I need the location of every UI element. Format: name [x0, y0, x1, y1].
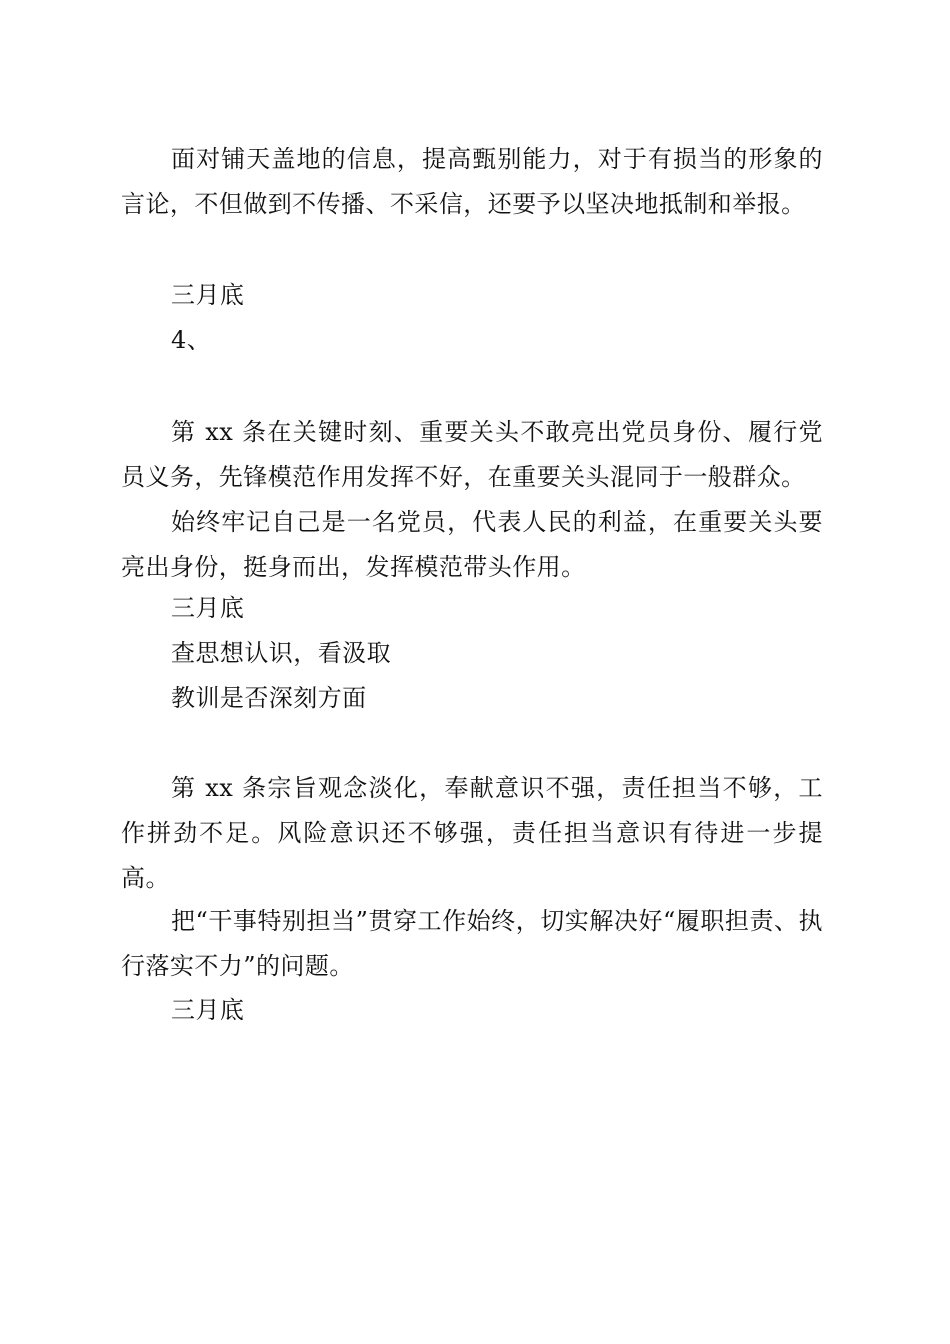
paragraph-article-purpose: 第 xx 条宗旨观念淡化，奉献意识不强，责任担当不够，工作拼劲不足。风险意识还不够强，责任担当意识有待进一步提高。 [121, 774, 823, 892]
section-heading-line-2: 教训是否深刻方面 [171, 684, 367, 712]
paragraph-article-party-identity: 第 xx 条在关键时刻、重要关头不敢亮出党员身份、履行党员义务，先锋模范作用发挥不好，在重要关头混同于一般群众。 [121, 418, 823, 491]
deadline-label: 三月底 [171, 281, 245, 309]
paragraph-remedy-party-identity: 始终牢记自己是一名党员，代表人民的利益，在重要关头要亮出身份，挺身而出，发挥模范带头作用。 [121, 508, 823, 581]
paragraph-information-discernment: 面对铺天盖地的信息，提高甄别能力，对于有损当的形象的言论，不但做到不传播、不采信，还要予以坚决地抵制和举报。 [121, 145, 823, 218]
item-number: 4、 [171, 326, 212, 354]
paragraph-remedy-responsibility: 把“干事特别担当”贯穿工作始终，切实解决好“履职担责、执行落实不力”的问题。 [121, 907, 823, 980]
deadline-label: 三月底 [171, 996, 245, 1024]
section-heading-line-1: 查思想认识，看汲取 [171, 639, 392, 667]
deadline-label: 三月底 [171, 594, 245, 622]
